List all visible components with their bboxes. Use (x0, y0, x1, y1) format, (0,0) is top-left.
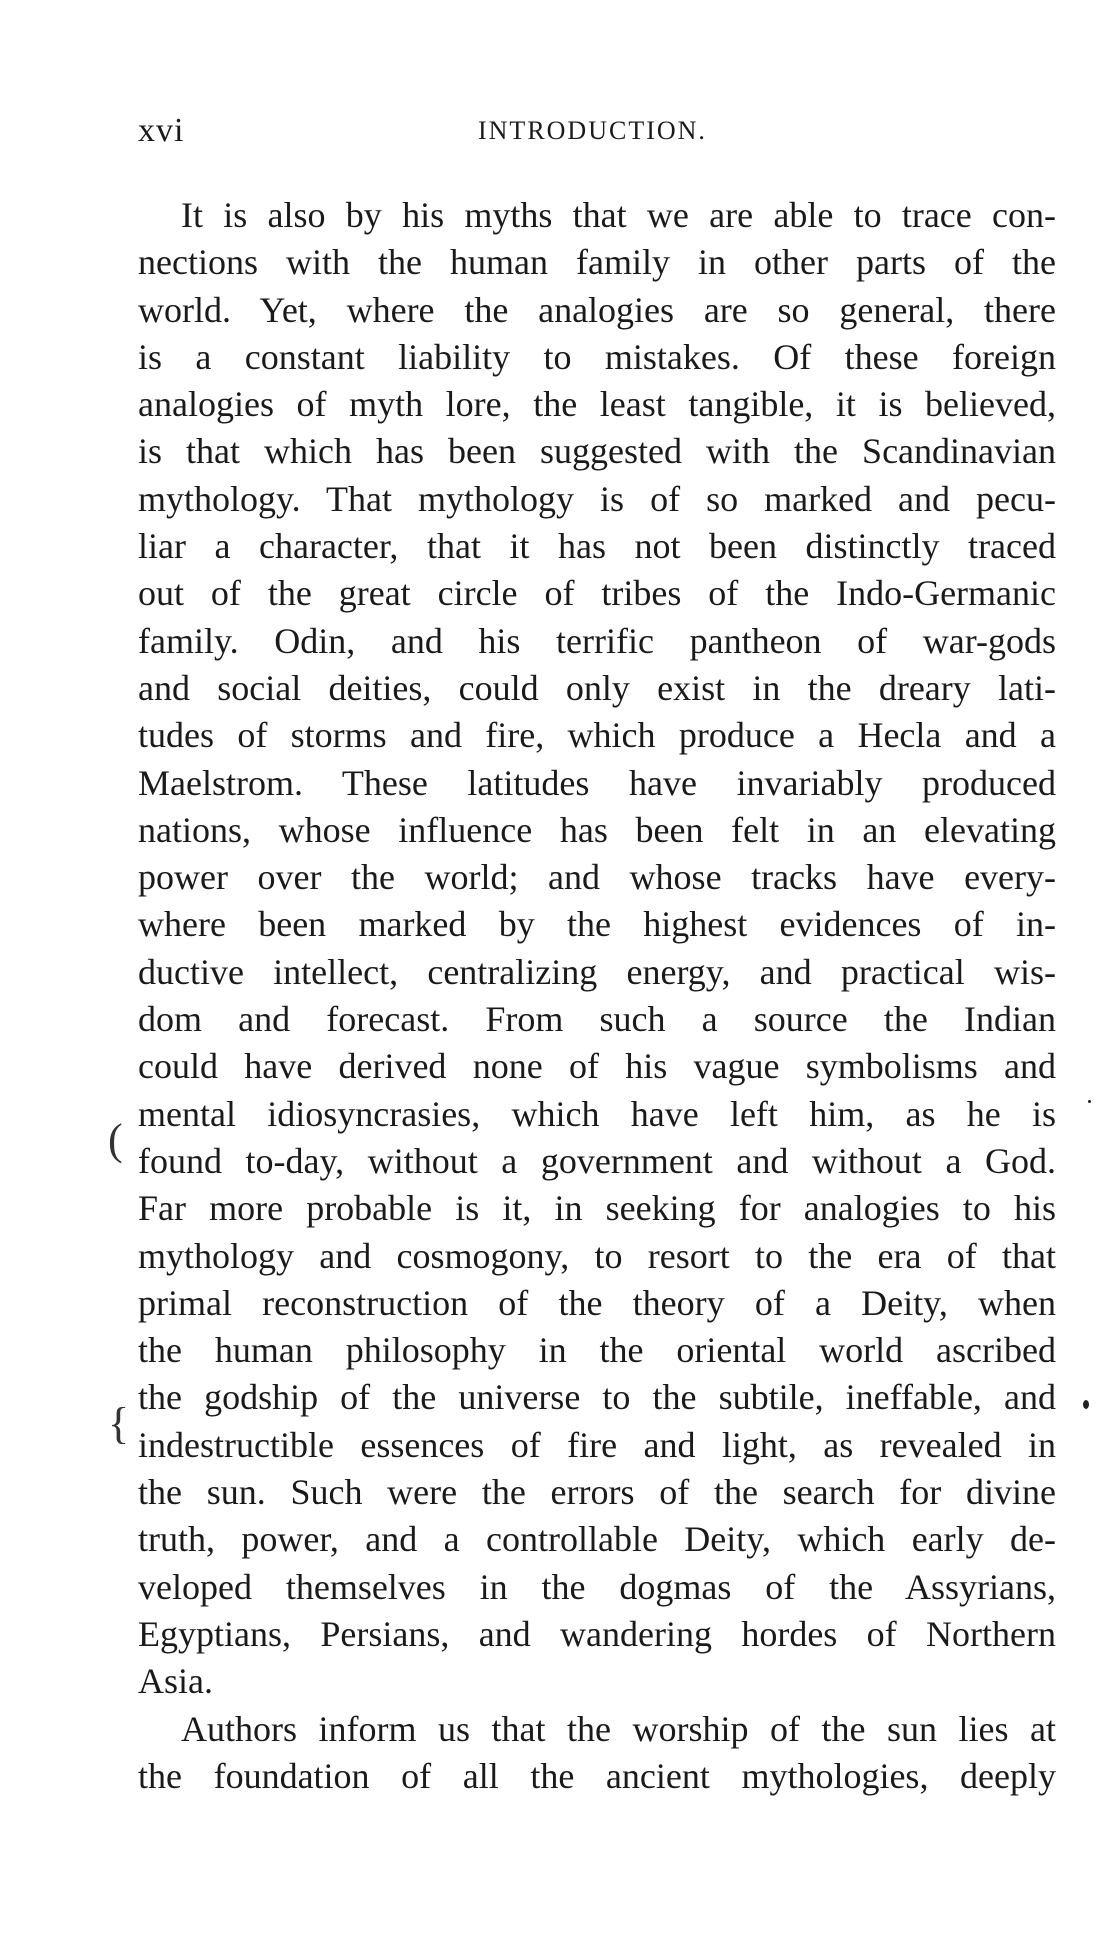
text-line: ductive intellect, centralizing energy, and practical wis- (138, 951, 1056, 992)
text-line: world. Yet, where the analogies are so general, there (138, 289, 1056, 330)
text-line: Asia. (138, 1661, 213, 1702)
body-text (138, 192, 1056, 1800)
text-line: liar a character, that it has not been distinctly traced (138, 526, 1056, 567)
text-line: could have derived none of his vague symbolisms and (138, 1046, 1056, 1087)
text-line: tudes of storms and fire, which produce a Hecla and a (138, 715, 1056, 756)
text-line: Far more probable is it, in seeking for analogies to his (138, 1188, 1056, 1229)
text-line: power over the world; and whose tracks have every- (138, 857, 1056, 898)
text-line: mythology. That mythology is of so marked and pecu- (138, 478, 1056, 519)
text-line: out of the great circle of tribes of the Indo-Germanic (138, 573, 1056, 614)
text-line: the godship of the universe to the subtile, ineffable, and (138, 1377, 1056, 1418)
text-line: the human philosophy in the oriental world ascribed (138, 1330, 1056, 1371)
text-line: truth, power, and a controllable Deity, which early de- (138, 1519, 1056, 1560)
text-line: Maelstrom. These latitudes have invariably produced (138, 762, 1056, 803)
text-line: nations, whose influence has been felt in an elevating (138, 809, 1056, 850)
text-line: family. Odin, and his terrific pantheon of war-gods (138, 620, 1056, 661)
margin-bracket: { (108, 1399, 130, 1448)
text-line: mythology and cosmogony, to resort to the era of that (138, 1235, 1056, 1276)
text-line: the foundation of all the ancient mythologies, deeply (138, 1755, 1056, 1796)
text-line: is that which has been suggested with the Scandinavian (138, 431, 1056, 472)
text-line: Egyptians, Persians, and wandering hordes of Northern (138, 1613, 1056, 1654)
text-line: veloped themselves in the dogmas of the Assyrians, (138, 1566, 1056, 1607)
text-line: is a constant liability to mistakes. Of these foreign (138, 336, 1056, 377)
page-header (138, 112, 1056, 152)
text-line: Authors inform us that the worship of the sun lies at (181, 1708, 1056, 1749)
text-line: found to-day, without a government and without a God. (138, 1140, 1056, 1181)
ink-speck (1088, 1100, 1091, 1103)
margin-bracket: ( (108, 1115, 123, 1164)
text-line: It is also by his myths that we are able to trace con- (181, 195, 1056, 235)
text-line: the sun. Such were the errors of the search for divine (138, 1472, 1056, 1513)
running-head: INTRODUCTION. (478, 116, 707, 145)
text-line: nections with the human family in other parts of the (138, 242, 1056, 283)
text-line: mental idiosyncrasies, which have left him, as he is (138, 1093, 1056, 1134)
page-number: xvi (138, 112, 185, 149)
ink-speck (1083, 1400, 1089, 1409)
text-line: where been marked by the highest evidences of in- (138, 904, 1056, 945)
text-line: analogies of myth lore, the least tangible, it is believed, (138, 384, 1056, 425)
text-line: dom and forecast. From such a source the Indian (138, 999, 1056, 1040)
text-line: primal reconstruction of the theory of a Deity, when (138, 1282, 1056, 1323)
text-line: and social deities, could only exist in the dreary lati- (138, 667, 1056, 708)
text-line: indestructible essences of fire and light, as revealed in (138, 1424, 1056, 1465)
